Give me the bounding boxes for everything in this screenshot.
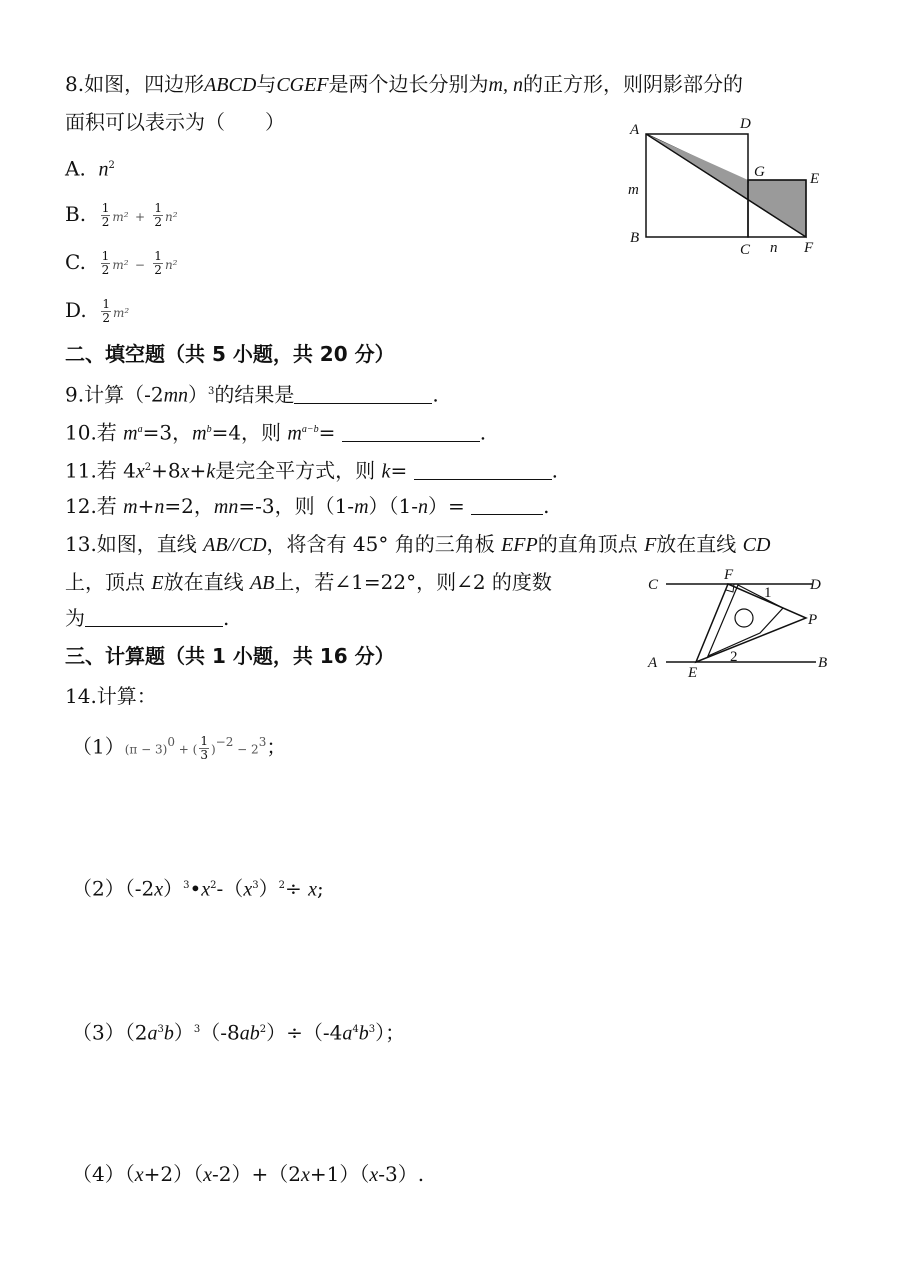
q11-text: +8 <box>151 458 181 483</box>
expr: ) <box>210 742 216 757</box>
frac-den: 3 <box>200 747 208 762</box>
q13-e: E <box>151 572 164 594</box>
q8-cgef: CGEF <box>276 74 329 96</box>
expr: （ <box>124 1162 135 1186</box>
label-d: D <box>740 116 751 132</box>
q10-m: m <box>192 422 207 445</box>
q12-text: =2， <box>164 494 214 518</box>
q8-option-d <box>65 296 129 327</box>
q13-cd: CD <box>742 534 771 556</box>
q13-answer-blank[interactable] <box>85 606 223 627</box>
label-a: A <box>648 655 658 671</box>
label-b: B <box>818 655 828 671</box>
expr: -2）+（2 <box>212 1162 301 1186</box>
frac-num: 1 <box>200 733 208 748</box>
expr-exp: 2 <box>278 880 285 891</box>
var-x: x <box>308 878 317 901</box>
squares-figure <box>620 112 830 262</box>
label-b: B <box>630 230 640 246</box>
var-x: x <box>369 1164 379 1186</box>
frac-den: 2 <box>102 311 111 325</box>
angle-2-label: 2 <box>730 649 738 665</box>
frac-num: 1 <box>102 297 111 311</box>
triangle-inner <box>708 585 783 656</box>
q8-mn: m, n <box>488 74 523 96</box>
q9-text: 9.计算（-2 <box>65 382 164 407</box>
q13-efp: EFP <box>501 534 538 556</box>
label-f: F <box>804 240 814 256</box>
q10: 10.若 $m^a=3$，$m^b=4$，则 $m^{a-b}=$ . <box>65 420 487 445</box>
q12-n: n <box>154 496 165 518</box>
q11-text: 是完全平方式，则 <box>215 458 382 483</box>
q14-part3 <box>72 1016 405 1048</box>
var-x: x <box>134 1164 144 1186</box>
expr: （-2 <box>124 876 155 901</box>
expr: (π − 3) <box>124 742 168 757</box>
expr-exp: 3 <box>193 1024 201 1035</box>
var-x: x <box>243 878 253 901</box>
label-p: P <box>808 612 818 628</box>
q11-answer-blank[interactable] <box>414 459 552 480</box>
q14-part4 <box>72 1160 424 1189</box>
expr-exp: 3 <box>368 1024 376 1035</box>
frac-den: 2 <box>101 263 110 277</box>
frac-num: 1 <box>154 201 163 215</box>
expr: +2）（ <box>143 1162 204 1186</box>
label-e: E <box>810 171 820 187</box>
q12-answer-blank[interactable] <box>471 494 543 515</box>
expr: ）； <box>375 1020 406 1045</box>
q8-text: 与 <box>256 72 277 96</box>
q13-ab: AB <box>249 572 275 594</box>
expr: -（ <box>216 876 244 901</box>
q8-text: 是两个边长分别为 <box>328 72 489 96</box>
q12-text: 12.若 <box>65 494 124 518</box>
n-squared: n² <box>165 210 178 224</box>
label-a: A <box>630 122 640 138</box>
q8-text: 的正方形，则阴影部分的 <box>522 72 743 96</box>
part-label: （2） <box>72 876 125 901</box>
option-label: A. <box>65 156 86 181</box>
option-label: B. <box>65 202 87 226</box>
q8-line1 <box>65 70 743 99</box>
q9-text: ） <box>188 382 209 407</box>
expr: ）÷（-4 <box>266 1020 343 1045</box>
m-squared: m² <box>112 210 129 224</box>
label-c: C <box>740 242 751 258</box>
expr-exp: 3 <box>258 735 267 749</box>
part-label: （4） <box>72 1162 125 1186</box>
label-c: C <box>648 577 659 593</box>
q13-line3: 为 . <box>65 606 230 630</box>
q10-m: m <box>287 422 302 445</box>
label-n: n <box>770 240 778 256</box>
q14-part2 <box>72 872 324 904</box>
var-b: b <box>163 1022 174 1045</box>
label-g: G <box>754 164 765 180</box>
expr: （2 <box>124 1020 148 1045</box>
q13-parallel: // <box>227 534 239 556</box>
q13-text: ，将含有 45° 角的三角板 <box>266 532 502 556</box>
q13-text: 13.如图，直线 <box>65 532 204 556</box>
frac-num: 1 <box>154 249 162 263</box>
frac-num: 1 <box>101 249 110 263</box>
q10-text: =3， <box>142 420 193 445</box>
q8-option-a <box>65 152 115 184</box>
expr-exp: 3 <box>183 880 190 891</box>
q14-part1 <box>72 728 286 764</box>
q9: 9.计算$(-2mn)^3$的结果是 . <box>65 382 439 407</box>
q11-text: = <box>390 458 414 483</box>
expr: ） <box>258 876 279 901</box>
expr: +1）（ <box>309 1162 370 1186</box>
q11-k: k <box>206 460 216 483</box>
q11-x: x <box>180 460 190 483</box>
q9-exp: 3 <box>208 386 215 397</box>
q10-exp: b <box>206 424 212 435</box>
m-squared: m² <box>112 258 129 272</box>
q11-k: k <box>381 460 391 483</box>
fraction <box>199 735 209 762</box>
q10-exp: a−b <box>301 424 319 435</box>
var-a: a <box>342 1022 353 1045</box>
q12-mn: mn <box>213 496 239 518</box>
expr: ; <box>316 876 324 901</box>
expr: − 2 <box>233 742 259 757</box>
expr-exp: 2 <box>259 1024 267 1035</box>
label-m: m <box>628 182 639 198</box>
q13-ab: AB <box>203 534 228 556</box>
q8-abcd: ABCD <box>204 74 257 96</box>
expr: + ( <box>174 742 198 757</box>
part-label: （3） <box>72 1020 125 1045</box>
q13-text: 为 <box>65 606 85 630</box>
q13-text: 放在直线 <box>656 532 743 556</box>
label-f: F <box>724 567 734 583</box>
frac-den: 2 <box>154 263 162 277</box>
expr: ； <box>266 734 287 759</box>
q13-text: 上，顶点 <box>65 570 152 594</box>
label-d: D <box>810 577 821 593</box>
angle-1-label: 1 <box>764 585 772 601</box>
section-3-heading: 三、计算题（共 1 小题，共 16 分） <box>65 644 395 668</box>
frac-den: 2 <box>101 215 110 229</box>
frac-num: 1 <box>101 201 110 215</box>
expr: ÷ <box>284 876 309 901</box>
expr: ） <box>173 1020 194 1045</box>
q12-n: n <box>418 496 428 518</box>
q8-option-c <box>65 248 177 279</box>
q13-text: 放在直线 <box>163 570 250 594</box>
n-squared: n² <box>164 258 178 272</box>
q13-line1 <box>65 530 770 559</box>
q9-answer-blank[interactable] <box>294 383 432 404</box>
fraction <box>101 250 111 277</box>
q12-m: m <box>123 496 138 518</box>
expr-exp: 2 <box>210 880 217 891</box>
option-label: C. <box>65 250 86 274</box>
expr-exp: 3 <box>157 1024 164 1035</box>
q8-text: 8.如图，四边形 <box>65 72 205 96</box>
option-a-base: n <box>98 158 109 181</box>
q10-m: m <box>123 422 138 445</box>
expr: • <box>189 876 202 901</box>
q13-f: F <box>644 534 657 556</box>
m-squared: m² <box>113 306 130 320</box>
q8-line2: 面积可以表示为（ ） <box>65 110 285 134</box>
var-x: x <box>154 878 164 901</box>
q12-m: m <box>354 496 369 518</box>
option-label: D. <box>65 298 87 322</box>
q11-x: x <box>135 460 145 483</box>
expr: ） <box>163 876 184 901</box>
fraction <box>101 202 111 229</box>
q11-exp: 2 <box>144 462 152 473</box>
fraction <box>153 250 163 277</box>
parallel-lines-figure <box>640 566 840 682</box>
var-ab: ab <box>239 1022 260 1045</box>
part-label: （1） <box>72 734 125 759</box>
q13-line2 <box>65 568 552 597</box>
expr: -3）. <box>378 1162 425 1186</box>
section-2-heading: 二、填空题（共 5 小题，共 20 分） <box>65 342 395 366</box>
q12-text: ）= <box>428 494 472 518</box>
q11-text: 11.若 4 <box>65 458 136 483</box>
q11: 11.若 $4x^2+8x+k$是完全平方式，则 k= . <box>65 458 558 483</box>
q10-text: =4，则 <box>211 420 288 445</box>
q10-text: 10.若 <box>65 420 124 445</box>
label-e: E <box>688 665 698 681</box>
expr-exp: 0 <box>167 735 175 749</box>
plus: + <box>134 210 146 224</box>
q12-text: + <box>137 494 155 518</box>
q10-exp: a <box>137 424 143 435</box>
q12-text: =-3，则（1- <box>238 494 355 518</box>
frac-den: 2 <box>154 215 163 229</box>
expr-exp: 4 <box>352 1024 359 1035</box>
q9-text: 的结果是 <box>214 382 295 407</box>
q14-title: 14.计算： <box>65 684 157 708</box>
triangle-hole <box>735 609 753 627</box>
q10-answer-blank[interactable] <box>342 421 480 442</box>
q8-option-b <box>65 200 178 231</box>
var-x: x <box>300 1164 310 1186</box>
var-b: b <box>358 1022 369 1045</box>
q13-cd: CD <box>238 534 267 556</box>
var-x: x <box>203 1164 212 1186</box>
q12: 12.若 m+n=2，mn=-3，则（1-m）（1-n）= . <box>65 494 550 518</box>
q13-text: 上，若∠1=22°，则∠2 的度数 <box>274 570 552 594</box>
expr-exp: 3 <box>252 880 259 891</box>
q9-mn: mn <box>163 384 189 407</box>
var-a: a <box>147 1022 158 1045</box>
var-x: x <box>201 878 211 901</box>
fraction <box>101 298 111 325</box>
fraction <box>153 202 163 229</box>
expr: （-8 <box>200 1020 240 1045</box>
q13-text: 的直角顶点 <box>537 532 645 556</box>
q11-text: + <box>189 458 207 483</box>
option-a-exp: 2 <box>108 160 115 171</box>
q12-text: ）（1- <box>368 494 418 518</box>
expr-exp: −2 <box>215 735 234 749</box>
q10-text: = <box>318 420 342 445</box>
minus: − <box>134 258 145 272</box>
